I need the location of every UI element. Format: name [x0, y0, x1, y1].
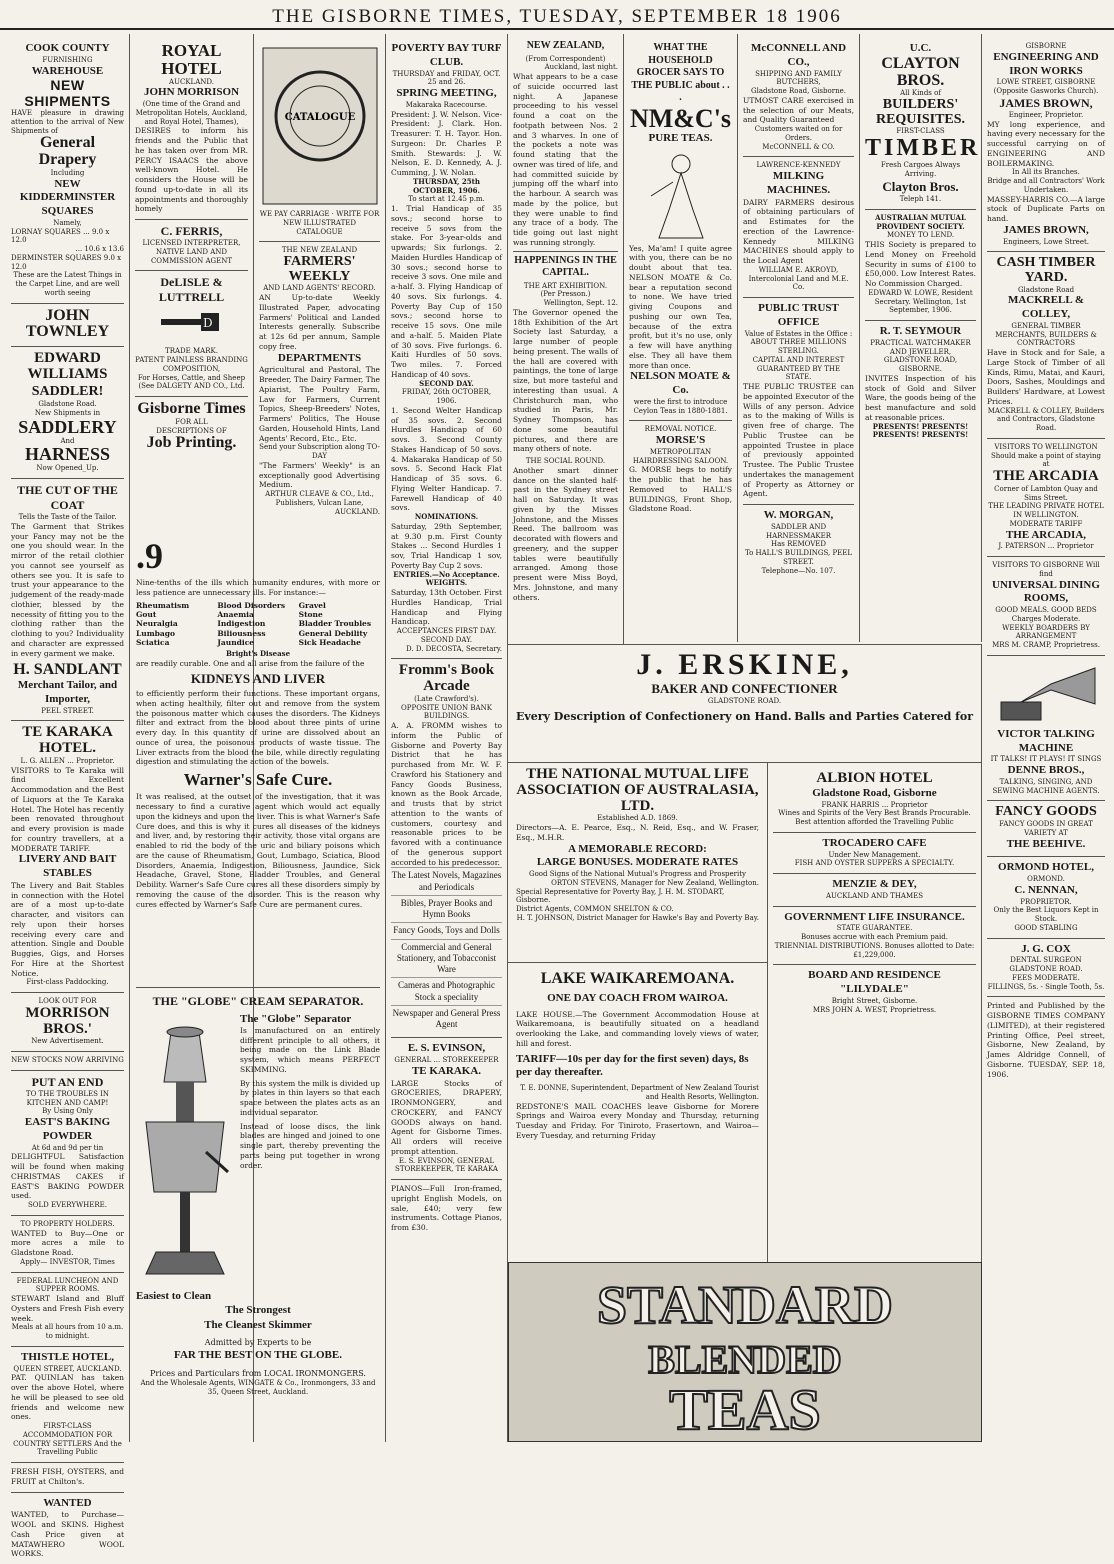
column-5-news: NEW ZEALAND, (From Correspondent) Auckland, last night. What appears to be a case of suicide occurred last night. A Japanese proceeding to his vessel found a coat on the footpath between Nos. 2 and 3 wharves. In one of the pockets a note was found stating that the owner was tired of life, and had committed suicide by jumping off the wharf into the harbour. A search was made by the police, but they were unable to find any trace of a body. The tide going out last night was running strongly. HAPPENINGS IN THE CAPITAL. THE ART EXHIBITION. (Per Presson.) Wellington, Sept. 12. The Governor opened the 18th Exhibition of the Art Society last Saturday, a large number of people being present. The walls of the hall are covered with paintings, the tone of large size, but more tasteful and interesting than usual. A Christchurch man, who studied in Paris, Mr. Sydney Thompson, has done some beautiful pictures, and there are many others of note. THE SOCIAL ROUND. Another smart dinner dance on the slanted half-past in the Sydney street hall on Saturday. It was given by the Misses Johnstone, and the Misses Reed. The ballroom was decorated with flowers and greenery, and the supper tables were beautifully arranged. Among those present were Miss Boyd, Mrs. Johnstone, and many others.: [508, 34, 624, 644]
poverty-bay-turf-club-ad: POVERTY BAY TURF CLUB. THURSDAY and FRIDAY, OCT. 25 and 26. SPRING MEETING, Makaraka Racecourse. President: J. W. Nelson. Vice-President: J. Clark. Hon. Treasurer: T. H. Tayor. Hon. Surgeon: Dr. Charles P. Smith. Stewards: J. W. Nelson, E. D. Kennedy, A. J. Cumming, J. W. Nolan. THURSDAY, 25th OCTOBER, 1906. To start at 12.45 p.m. 1. Trial Handicap of 35 sovs.; second horse to receive 5 sovs from the stake. For 3-year-olds and upwards; Six furlongs. 2. Maiden Hurdles Handicap of 30 sovs.; second horse to receive 3 sovs. One mile and a-half. 3. Flying Handicap of 40 sovs. Six furlongs. 4. Poverty Bay Cup of 150 sovs.; second horse to receive 15 sovs. One mile and a-half. 5. Maiden Plate of 30 sovs. Five furlongs. 6. Kaiti Hurdles of 50 sovs. Two miles. 7. Forced Handicap of 40 sovs. SECOND DAY. FRIDAY, 26th OCTOBER, 1906. 1. Second Welter Handicap of 35 sovs. 2. Second Hurdles Handicap of 60 sovs. 3. Second County Stakes Handicap of 50 sovs. 4. Makaraka Handicap of 50 sovs. 5. Second Hack Flat Handicap of 35 sovs. 6. Flying Welter Handicap. 7. Farewell Handicap of 40 sovs. NOMINATIONS. Saturday, 29th September, at 9.30 p.m. First County Stakes ... Second Hurdles 1 sov, Trial Handicap 1 sov, Poverty Bay Cup 2 sovs. ENTRIES.—No Acceptance. WEIGHTS. Saturday, 13th October. First Hurdles Handicap, Trial Handicap and Flying Handicap. ACCEPTANCES FIRST DAY. SECOND DAY. D. D. DECOSTA, Secretary.: [391, 38, 502, 659]
mcconnell-ad: McCONNELL AND CO., SHIPPING AND FAMILY BUTCHERS, Gladstone Road, Gisborne. UTMOST CARE exercised in the selection of our Meats, and Quality Guaranteed Customers waited on for Orders. McCONNELL & CO.: [743, 38, 854, 157]
column-7-lower: [768, 762, 982, 1262]
ill-item: Sciatica: [136, 638, 170, 647]
new-stocks-ad: NEW STOCKS NOW ARRIVING: [11, 1052, 124, 1071]
ill-item: Blood Disorders: [217, 600, 286, 610]
column-8: [860, 34, 982, 642]
ill-item: Biliousness: [217, 628, 266, 638]
evinson-ad: E. S. EVINSON, GENERAL ... STOREKEEPER TE KARAKA. LARGE Stocks of GROCERIES, DRAPERY, IRONMONGERY, and CROCKERY, and FANCY GOODS always on hand. Agent for Gisborne Times. All orders will receive prompt attention. E. S. EVINSON, GENERAL STOREKEEPER, TE KARAKA: [391, 1038, 502, 1180]
amp-society-ad: AUSTRALIAN MUTUAL PROVIDENT SOCIETY. MONEY TO LEND. THIS Society is prepared to Lend Money on Freehold Security in sums of £100 to £50,000. Low Interest Rates. No Commission Charged. EDWARD W. LOWE, Resident Secretary. Wellington, 1st September, 1906.: [865, 210, 976, 321]
pianos-ad: PIANOS—Full Iron-framed, upright English Models, on sale, £40; very few instruments. Cottage Pianos, from £30.: [391, 1184, 502, 1232]
wanted-wool-ad: WANTED WANTED, to Purchase—WOOL and SKINS. Highest Cash Price given at MATAWHERO WOOL WORKS.: [11, 1496, 124, 1559]
cut-of-coat-ad: THE CUT OF THE COAT Tells the Taste of the Tailor. The Garment that Strikes your Fancy may not be the one you should wear. In the mirror of the retail clothier you cannot see yourself as others see you. It is safe to trust your appearance to the judgement of the ready-made clothier, blessed by the necessity of fitting you to the clothing rather than the clothing to you? Individuality and character are expressed in every garment we make. H. SANDLANT Merchant Tailor, and Importer, PEEL STREET.: [11, 479, 124, 721]
te-karaka-hotel-ad: TE KARAKA HOTEL. L. G. ALLEN ... Proprietor. VISITORS to Te Karaka will find Excellent Accommodation and the Best of Liquors at the Te Karaka Hotel. The Hotel has recently been renovated throughout and every provision is made for country travellers, at a MODERATE TARIFF. LIVERY AND BAIT STABLES The Livery and Bait Stables in connection with the Hotel are of a most up-to-date character, and visitors can rely upon their horses receiving every care and attention. Single and Double Buggies, Gigs, and Horses For Hire at the Shortest Notice. First-class Paddocking.: [11, 721, 124, 993]
ferris-ad: C. FERRIS, LICENSED INTERPRETER, NATIVE LAND AND COMMISSION AGENT: [135, 220, 248, 271]
federal-luncheon-ad: FEDERAL LUNCHEON AND SUPPER ROOMS. STEWART Island and Bluff Oysters and Fresh Fish every week. Meals at all hours from 10 a.m. to midnight.: [11, 1273, 124, 1347]
svg-text:STANDARD: STANDARD: [596, 1275, 894, 1335]
nine-graphic: .9: [136, 536, 163, 576]
easts-baking-powder-ad: PUT AN END TO THE TROUBLES IN KITCHEN AND CAMP! By Using Only EAST'S BAKING POWDER At 6d and 9d per tin DELIGHTFUL Satisfaction will be found when making CHRISTMAS CAKES if EAST'S BAKING POWDER used. SOLD EVERYWHERE.: [11, 1071, 124, 1216]
lawrence-kennedy-ad: LAWRENCE-KENNEDY MILKING MACHINES. DAIRY FARMERS desirous of obtaining particulars of and Estimates for the erection of the Lawrence-Kennedy MILKING MACHINES should apply to the Local Agent WILLIAM E. AKROYD, Intercolonial Land and M.E. Co.: [743, 157, 854, 298]
cash-timber-yard-ad: CASH TIMBER YARD. Gladstone Road MACKRELL & COLLEY, GENERAL TIMBER MERCHANTS, BUILDERS & CONTRACTORS Have in Stock and for Sale, a Large Stock of Timber of all Kinds, Rimu, Matai, and Kauri, Doors, Sashes, Mouldings and Builders' Hardware, at Lowest Prices. MACKRELL & COLLEY, Builders and Contractors, Gladstone Road.: [987, 252, 1105, 439]
ill-item: Indigestion: [217, 619, 266, 629]
gisborne-times-job-printing-ad: Gisborne Times FOR ALL DESCRIPTIONS OF Job Printing.: [137, 400, 246, 452]
column-7: [738, 34, 860, 642]
royal-hotel-ad: ROYAL HOTEL AUCKLAND. JOHN MORRISON (One time of the Grand and Metropolitan Hotels, Auckland, and Royal Hotel, Thames), DESIRES to inform his friends and the Public that he has taken over from MR. PERCY ISAACS the above well-known Hotel. He considers the House will be found up-to-date in all its appointments and thoroughly homely: [135, 38, 248, 220]
thistle-hotel-ad: THISTLE HOTEL, QUEEN STREET, AUCKLAND. PAT. QUINLAN has taken over the above Hotel, where he will be pleased to see old friends and welcome new ones. FIRST-CLASS ACCOMMODATION FOR COUNTRY SETTLERS And the Travelling Public: [11, 1347, 124, 1463]
government-life-ad: GOVERNMENT LIFE INSURANCE. STATE GUARANTEE. Bonuses accrue with each Premium paid. TRIENNIAL DISTRIBUTIONS. Bonuses allotted to Date: £1,229,000.: [773, 907, 976, 966]
catalogue-ad: CATALOGUE WE PAY CARRIAGE · WRITE FOR NEW ILLUSTRATED CATALOGUE: [259, 38, 380, 242]
gramophone-illustration: [991, 664, 1101, 724]
nmc-tea-ad: WHAT THE HOUSEHOLD GROCER SAYS TO THE PUBLIC about . . . NM&C's PURE TEAS. Yes, Ma'am! I quite agree with you, there can be no doubt about that tea. NELSON MOATE & Co. bear a reputation second to none. We have tried giving Coupons and pushing our own Tea, because of the extra profit, but it's no use, only a few will have anything else. They all have them more than once. NELSON MOATE & Co. were the first to introduce Ceylon Teas in 1880-1881.: [629, 38, 732, 421]
branding-iron-icon: [157, 309, 227, 343]
catalogue-seal-icon: [261, 46, 379, 206]
column-4: [386, 34, 508, 1442]
national-mutual-ad: THE NATIONAL MUTUAL LIFE ASSOCIATION OF AUSTRALASIA, LTD. Established A.D. 1869. Directors—A. E. Pearce, Esq., N. Reid, Esq., and W. Fraser, Esq., M.H.R. A MEMORABLE RECORD: LARGE BONUSES. MODERATE RATES Good Signs of the National Mutual's Progress and Prosperity ORTON STEVENS, Manager for New Zealand, Wellington. Special Representative for Poverty Bay, J. H. M. STODART, Gisborne. District Agents, COMMON SHELTON & CO. H. T. JOHNSON, District Manager for Hawke's Bay and Poverty Bay.: [508, 762, 768, 962]
morgan-saddler-ad: W. MORGAN, SADDLER AND HARNESSMAKER Has REMOVED To HALL'S BUILDINGS, PEEL STREET. Telephone—No. 107.: [744, 509, 853, 575]
fromm-line: The Latest Novels, Magazines and Periodicals: [391, 867, 502, 895]
ills-list: [136, 601, 380, 648]
fromm-line: Bibles, Prayer Books and Hymn Books: [391, 895, 502, 923]
board-residence-ad: BOARD AND RESIDENCE "LILYDALE" Bright Street, Gisborne. MRS JOHN A. WEST, Proprietress.: [808, 969, 941, 1014]
ill-item: Lumbago: [136, 628, 176, 638]
fromm-line: Commercial and General Stationery, and Tobacconist Ware: [391, 939, 502, 978]
svg-text:TEAS: TEAS: [669, 1377, 821, 1442]
column-9: [982, 34, 1110, 1442]
ill-item: Rheumatism: [136, 600, 190, 610]
ill-item: Gravel: [298, 600, 326, 610]
column-1: [6, 34, 130, 1559]
column-6: [624, 34, 738, 642]
standard-teas-graphic: [509, 1263, 981, 1441]
arcadia-ad: VISITORS TO WELLINGTON Should make a point of staying at THE ARCADIA Corner of Lambton Quay and Sims Street. THE LEADING PRIVATE HOTEL IN WELLINGTON. MODERATE TARIFF THE ARCADIA, J. PATERSON ... Proprietor: [987, 439, 1105, 557]
ormond-hotel-ad: ORMOND HOTEL, ORMOND. C. NENNAN, PROPRIETOR. Only the Best Liquors Kept in Stock. GOOD STABLING: [987, 857, 1105, 938]
fromm-line: Newspaper and General Press Agent: [391, 1005, 502, 1033]
fromm-line: Cameras and Photographic Stock a speciality: [391, 977, 502, 1005]
property-holders-ad: TO PROPERTY HOLDERS. WANTED to Buy—One or more acres a mile to Gladstone Road. Apply— INVESTOR, Times: [11, 1216, 124, 1273]
svg-text:D: D: [202, 316, 213, 331]
farmers-weekly-ad: THE NEW ZEALAND FARMERS' WEEKLY AND LAND AGENTS' RECORD. AN Up-to-date Weekly Illustrated Paper, advocating Farmers' Political and Landed Interests generally. Subscribe at 12s 6d per annum, Sample copy free. DEPARTMENTS Agricultural and Pastoral, The Breeder, The Dairy Farmer, The Apiarist, The Poultry Farm, Law for Farmers, Current Topics, Sheep-Breeders' Notes, Farmers' Politics, The House Garden, Household Hints, Land Agents' Record, Etc., Etc. Send your Subscription along TO-DAY "The Farmers' Weekly" is an exceptionally good Advertising Medium. ARTHUR CLEAVE & CO., Ltd., Publishers, Vulcan Lane, AUCKLAND.: [259, 246, 380, 516]
morrison-bros-ad: LOOK OUT FOR MORRISON BROS.' New Advertisement.: [11, 993, 124, 1052]
public-trust-office-ad: PUBLIC TRUST OFFICE Value of Estates in the Office : ABOUT THREE MILLIONS STERLING. CAPITAL AND INTEREST GUARANTEED BY THE STATE. THE PUBLIC TRUSTEE can be appointed Executor of the Wills of any person. Advice as to the making of Wills is given free of charge. The Public Trustee can be appointed Trustee in place of previously appointed Trustee. The Public Trustee undertakes the management of Property as Attorney or Agent.: [743, 298, 854, 505]
gisborne-engineering-ad: GISBORNE ENGINEERING AND IRON WORKS LOWE STREET, GISBORNE (Opposite Gasworks Church). JAMES BROWN, Engineer, Proprietor. MY long experience, and having every necessary for the successful carrying on of ENGINEERING AND BOILERMAKING. In All its Branches. Bridge and all Contractors' Work Undertaken. MASSEY-HARRIS CO.—A large stock of Duplicate Parts on hand. JAMES BROWN, Engineers, Lowe Street.: [987, 38, 1105, 252]
ill-item: Bladder Troubles: [298, 619, 372, 629]
edward-williams-ad: EDWARD WILLIAMS SADDLER! Gladstone Road. New Shipments in SADDLERY And HARNESS Now Opened_Up.: [11, 347, 124, 479]
albion-hotel-ad: ALBION HOTEL Gladstone Road, Gisborne FRANK HARRIS ... Proprietor Wines and Spirits of the Very Best Brands Procurable. Best attention afforded the Travelling Public: [773, 767, 976, 833]
victor-talking-machine-ad: VICTOR TALKING MACHINE IT TALKS! IT PLAYS! IT SINGS DENNE BROS., TALKING, SINGING, AND SEWING MACHINE AGENTS.: [987, 656, 1105, 802]
imprint: Printed and Published by the GISBORNE TIMES COMPANY (LIMITED), at their registered Printing Office, Peel street, Gisborne, New Zealand, by James Aldridge Connell, of Gisborne. TUESDAY, SEP. 18, 1906.: [987, 1001, 1105, 1079]
cook-county-ad: COOK COUNTY FURNISHING WAREHOUSE NEW SHIPMENTS HAVE pleasure in drawing attention to the arrival of New Shipments of General Drapery Including NEW KIDDERMINSTER SQUARES Namely, LORNAY SQUARES ... 9.0 x 12.0 ... 10.6 x 13.6 DERMINSTER SQUARES 9.0 x 12.0 These are the Latest Things in the Carpet Line, and are well worth seeing: [11, 38, 124, 304]
lady-illustration: [629, 150, 733, 240]
townley-ad: JOHN TOWNLEY: [11, 304, 124, 348]
warners-safe-cure-ad: Nine-tenths of the ills which humanity endures, with more or less patience are unnecessary ills. For instance:— Rheumatism Blood Disorders Gravel Gout Anaemia Stone Neuralgia Indigestion Bladder Troubles Lumbago Biliousness General Debility Sciatica Jaundice Sick Headache Bright's Disease are readily curable. One and all arise from the failure of the KIDNEYS AND LIVER to efficiently perform their functions. These important organs, when acting healthily, filter out and remove from the system the poisonous matter which causes the disorders. The Kidneys filter and extract from the blood about three pints of urine every day. In this quantity of urine are dissolved about an ounce of urea, the poisonous products of waste tissue. The Liver extracts from the blood the bile, while directly regulating digestion and stimulating the action of the bowels. Warner's Safe Cure. It was realised, at the outset of the investigation, that it was necessary to find a curative agent which would act equally upon the kidneys and upon the liver. This is what Warner's Safe Cure does, and this is why it cures all diseases of the kidneys and liver, and, by restoring their activity, those vital organs are enabled to rid the body of the uric and biliary poisons which are the cause of Rheumatism, Gout, Lumbago, Sciatica, Blood Disorders, Anaemia, Indigestion, Biliousness, Jaundice, Sick Headache, Gravel, Stone, Bladder Troubles, and General Debility. Warner's Safe Cure cures all these disorders simply by removing the cause of the disorder. This is the reason why cures effected by Warner's Safe Cure are permanent cures.: [136, 578, 380, 988]
universal-dining-rooms-ad: VISITORS TO GISBORNE Will find UNIVERSAL DINING ROOMS, GOOD MEALS. GOOD BEDS Charges Moderate. WEEKLY BOARDERS BY ARRANGEMENT MRS M. CRAMP, Proprietress.: [987, 557, 1105, 656]
svg-text:CATALOGUE: CATALOGUE: [284, 112, 355, 123]
fromms-book-arcade-ad: Fromm's Book Arcade (Late Crawford's). OPPOSITE UNION BANK BUILDINGS. A. A. FROMM wishes to inform the Public of Gisborne and Poverty Bay District that he has purchased from Mr. W. F. Crawford his Stationery and Fancy Goods Business, known as the Book Arcade, and trusts that by strict attention to the wants of customers, courtesy and reasonable prices to be favored with a continuance of the generous support accorded to his predecessor. The Latest Novels, Magazines and Periodicals Bibles, Prayer Books and Hymn Books Fancy Goods, Toys and Dolls Commercial and General Stationery, and Tobacconist Ware Cameras and Photographic Stock a speciality Newspaper and General Press Agent: [391, 659, 502, 1038]
ill-item: Stone: [298, 609, 323, 619]
cream-separator-illustration: [136, 1012, 234, 1282]
ill-item: Gout: [136, 609, 157, 619]
globe-separator-ad: THE "GLOBE" CREAM SEPARATOR. The "Globe" Separator Is manufactured on an entirely different principle to all others, it being made on the Link Blade system, which means PERFECT SKIMMING. By this system the milk is divided up by plates in thin layers so that each space between the plates acts as an individual separator. Instead of loose discs, the link blades are hinged and joined to one single part, thereby preventing the parts being put together in wrong order. Easiest to Clean The Strongest The Cleanest Skimmer Admitted by Experts to be FAR THE BEST ON THE GLOBE. Prices and Particulars from LOCAL IRONMONGERS. And the Wholesale Agents, WINGATE & Co., Ironmongers, 33 and 35, Queen Street, Auckland.: [136, 994, 380, 1397]
standard-blended-teas-ad: [508, 1262, 982, 1442]
ill-item: General Debility: [298, 628, 368, 638]
svg-text:BLENDED: BLENDED: [648, 1337, 842, 1382]
fromm-line: Fancy Goods, Toys and Dolls: [391, 922, 502, 938]
lake-waikaremoana-ad: LAKE WAIKAREMOANA. ONE DAY COACH FROM WAIROA. LAKE HOUSE.—The Government Accommodation House at Waikaremoana, is beautifully situated on a headland overlooking the Lake, and commanding lovely views of water, hill and forest. TARIFF—10s per day for the first seven) days, 8s per day thereafter. T. E. DONNE, Superintendent, Department of New Zealand Tourist and Health Resorts, Wellington. REDSTONE'S MAIL COACHES leave Gisborne for Morere Springs and Wairoa every Monday and Thursday, returning Tuesday and Friday. For Tiniroto, Frasertown, and Wairoa—Every Tuesday, and returning Friday: [508, 962, 768, 1262]
delisle-luttrell-ad: DeLISLE & LUTTRELL D TRADE MARK. PATENT PAINLESS BRANDING COMPOSITION, For Horses, Cattle, and Sheep (See DALGETY AND CO., Ltd.: [135, 271, 248, 397]
morse-removal-ad: REMOVAL NOTICE. MORSE'S METROPOLITAN HAIRDRESSING SALOON. G. MORSE begs to notify the public that he has Removed to HALL'S BUILDINGS, Front Shop, Gladstone Road.: [629, 425, 732, 514]
dental-surgeon-ad: J. G. COX DENTAL SURGEON GLADSTONE ROAD. FEES MODERATE. FILLINGS, 5s. - Single Tooth, 5s.: [987, 939, 1105, 998]
trocadero-cafe-ad: TROCADERO CAFE Under New Management. FISH AND OYSTER SUPPERS A SPECIALTY.: [773, 833, 976, 874]
ill-item: Sick Headache: [298, 638, 361, 647]
menzie-dey-ad: MENZIE & DEY, AUCKLAND AND THAMES: [773, 874, 976, 907]
fromm-lines: [391, 867, 502, 1032]
ill-item: Anaemia: [217, 609, 254, 619]
fresh-fish-ad: FRESH FISH, OYSTERS, and FRUIT at Chilton's.: [11, 1463, 124, 1493]
ill-item: Jaundice: [217, 638, 255, 647]
erskine-ad: J. ERSKINE, BAKER AND CONFECTIONER GLADSTONE ROAD. Every Description of Confectionery on Hand. Balls and Parties Catered for: [508, 644, 982, 762]
fancy-goods-ad: FANCY GOODS FANCY GOODS IN GREAT VARIETY AT THE BEEHIVE.: [987, 801, 1105, 857]
masthead: THE GISBORNE TIMES, TUESDAY, SEPTEMBER 18 1906: [0, 0, 1114, 30]
ill-item: Neuralgia: [136, 619, 178, 629]
clayton-bros-ad: U.C. CLAYTON BROS. All Kinds of BUILDERS' REQUISITES. FIRST-CLASS TIMBER Fresh Cargoes Always Arriving. Clayton Bros. Teleph 141.: [865, 38, 976, 210]
seymour-ad: R. T. SEYMOUR PRACTICAL WATCHMAKER AND JEWELLER, GLADSTONE ROAD, GISBORNE. INVITES Inspection of his stock of Gold and Silver Ware, the goods being of the best manufacture and sold at reasonable prices. PRESENTS! PRESENTS! PRESENTS! PRESENTS!: [865, 325, 976, 440]
